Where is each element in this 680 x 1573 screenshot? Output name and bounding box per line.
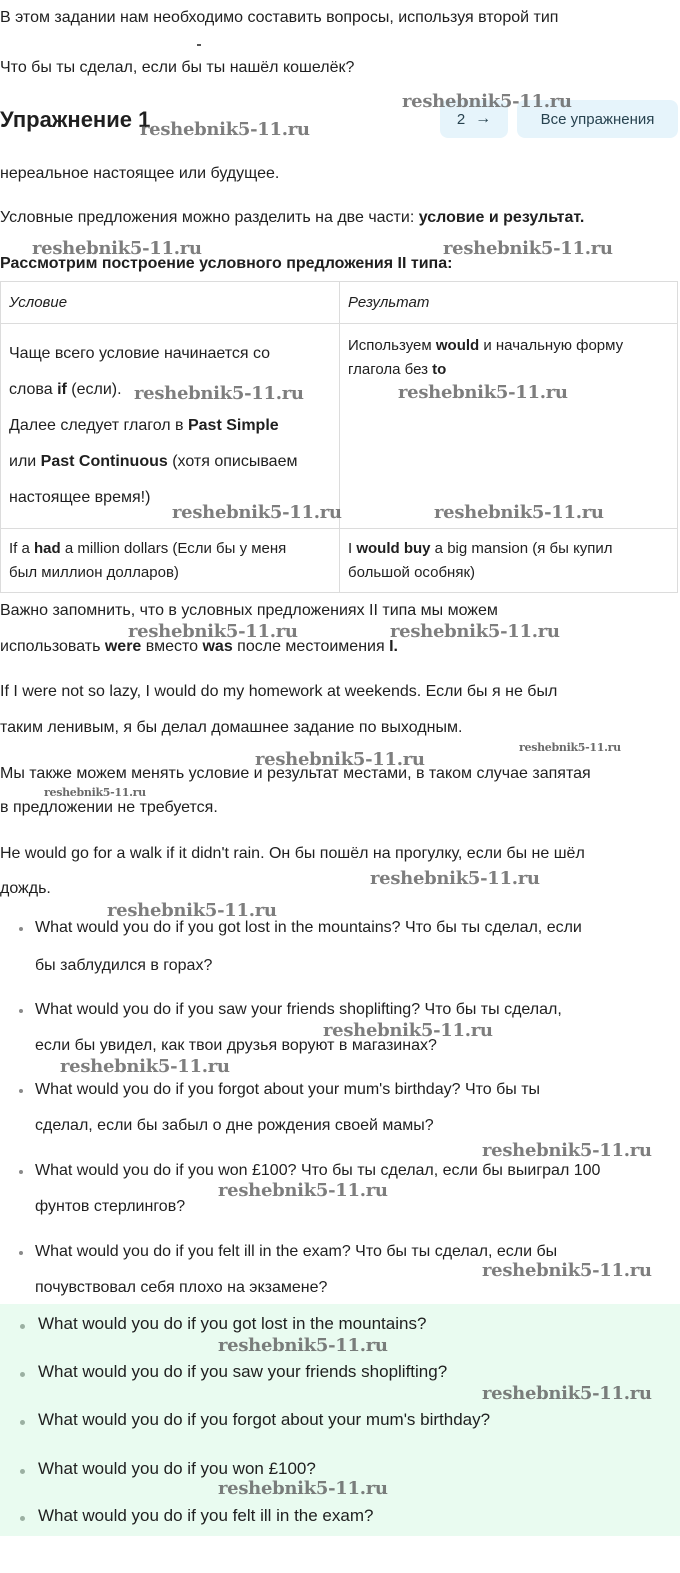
table-cell-condition-rule (1, 324, 340, 529)
watermark: reshebnik5-11.ru (482, 1140, 652, 1161)
cond-line-4 (9, 444, 331, 480)
question-2-line-2: если бы увидел, как твои друзья воруют в магазинах? (35, 1037, 437, 1054)
theory-paragraph-2 (0, 208, 584, 228)
cond-line-3 (9, 408, 331, 444)
cond-l4-c: (хотя описываем (167, 453, 298, 470)
watermark: reshebnik5-11.ru (323, 1020, 493, 1041)
n1-e: после местоимения (232, 638, 390, 655)
watermark: reshebnik5-11.ru (402, 91, 572, 112)
watermark: reshebnik5-11.ru (370, 868, 540, 889)
ex-res-l1-a: I (348, 540, 357, 557)
note-2-line-1: If I were not so lazy, I would do my homework at weekends. Если бы я не был (0, 683, 558, 700)
res-l1-b: would (435, 337, 480, 354)
answers-block (0, 1304, 680, 1536)
watermark: reshebnik5-11.ru (482, 1260, 652, 1281)
question-1-line-2: бы заблудился в горах? (35, 957, 213, 974)
table-header-result: Результат (340, 282, 678, 324)
watermark: reshebnik5-11.ru (60, 1056, 230, 1077)
intro-line-2: Что бы ты сделал, если бы ты нашёл кошелёк? (0, 59, 355, 76)
ex-res-l1-c: a big mansion (я бы купил (430, 540, 613, 557)
cond-line-2 (9, 372, 331, 408)
question-5-line-2: почувствовал себя плохо на экзамене? (35, 1279, 328, 1296)
ex-cond-line-2: был миллион долларов) (9, 564, 179, 581)
all-exercises-label: Все упражнения (540, 110, 655, 128)
question-4-line-1: What would you do if you won £100? Что бы ты сделал, если бы выиграл 100 (35, 1162, 601, 1179)
watermark: reshebnik5-11.ru (390, 621, 560, 642)
stray-mark (197, 44, 201, 46)
res-line-2 (348, 358, 669, 382)
cond-l2-a: слова (9, 381, 58, 398)
arrow-right-icon: → (475, 110, 492, 127)
res-l2-b: to (432, 361, 447, 378)
watermark: reshebnik5-11.ru (128, 621, 298, 642)
cond-l3-a: Далее следует глагол в (9, 417, 188, 434)
next-exercise-button[interactable] (440, 100, 508, 138)
theory-paragraph-3: Рассмотрим построение условного предложения II типа: (0, 255, 453, 272)
answer-3: What would you do if you forgot about your mum's birthday? (38, 1410, 491, 1429)
note-4-line-2: дождь. (0, 880, 51, 897)
cond-line-1: Чаще всего условие начинается со (9, 345, 271, 362)
next-exercise-label: 2 (456, 110, 466, 128)
res-l2-a: глагола без (348, 361, 433, 378)
ex-cond-l1-c: a million dollars (Если бы у меня (60, 540, 287, 557)
note-2-line-2: таким ленивым, я бы делал домашнее задание по выходным. (0, 719, 463, 736)
watermark: reshebnik5-11.ru (172, 502, 342, 523)
note-4-line-1: He would go for a walk if it didn't rain. Он бы пошёл на прогулку, если бы не шёл (0, 845, 585, 862)
watermark: reshebnik5-11.ru (218, 1478, 388, 1499)
table-cell-result-example (340, 529, 678, 593)
ex-res-line-2: большой особняк) (348, 564, 476, 581)
table-cell-condition-example (1, 529, 340, 593)
watermark: reshebnik5-11.ru (32, 238, 202, 259)
cond-l4-b: Past Continuous (40, 453, 168, 470)
watermark: reshebnik5-11.ru (218, 1180, 388, 1201)
grammar-table (0, 281, 678, 593)
answer-1: What would you do if you got lost in the mountains? (38, 1314, 427, 1333)
answer-5: What would you do if you felt ill in the exam? (38, 1506, 374, 1525)
theory-paragraph-1: нереальное настоящее или будущее. (0, 165, 280, 182)
all-exercises-button[interactable] (517, 100, 678, 138)
watermark: reshebnik5-11.ru (443, 238, 613, 259)
question-5-line-1: What would you do if you felt ill in the exam? Что бы ты сделал, если бы (35, 1243, 558, 1260)
n1-b: were (104, 638, 142, 655)
ex-cond-line-1 (9, 537, 331, 561)
table-cell-result-rule (340, 324, 678, 529)
cond-line-5: настоящее время!) (9, 489, 151, 506)
ex-res-line-1 (348, 537, 669, 561)
cond-l2-b: if (57, 381, 67, 398)
question-1-line-1: What would you do if you got lost in the mountains? Что бы ты сделал, если (35, 919, 582, 936)
n1-d: was (202, 638, 233, 655)
n1-c: вместо (141, 638, 203, 655)
cond-l4-a: или (9, 453, 41, 470)
watermark: reshebnik5-11.ru (434, 502, 604, 523)
n1-f: I. (389, 638, 398, 655)
theory-p2-text: Условные предложения можно разделить на две части: (0, 209, 419, 226)
note-1-line-1: Важно запомнить, что в условных предложениях II типа мы можем (0, 602, 498, 619)
note-3-line-1: Мы также можем менять условие и результат местами, в таком случае запятая (0, 765, 591, 782)
watermark: reshebnik5-11.ru (398, 382, 568, 403)
res-l1-a: Используем (348, 337, 436, 354)
res-line-1 (348, 334, 669, 358)
question-3-line-2: сделал, если бы забыл о дне рождения своей мамы? (35, 1117, 434, 1134)
exercise-title: Упражнение 1 (0, 107, 151, 132)
answer-2: What would you do if you saw your friends shoplifting? (38, 1362, 448, 1381)
theory-p2-bold: условие и результат. (418, 209, 585, 226)
watermark: reshebnik5-11.ru (218, 1335, 388, 1356)
ex-res-l1-b: would buy (356, 540, 431, 557)
watermark: reshebnik5-11.ru (482, 1383, 652, 1404)
watermark: reshebnik5-11.ru (255, 749, 425, 770)
note-1-line-2 (0, 637, 398, 657)
cond-l3-b: Past Simple (187, 417, 279, 434)
question-3-line-1: What would you do if you forgot about your mum's birthday? Что бы ты (35, 1081, 541, 1098)
answer-4: What would you do if you won £100? (38, 1459, 316, 1478)
watermark: reshebnik5-11.ru (107, 900, 277, 921)
question-4-line-2: фунтов стерлингов? (35, 1198, 186, 1215)
note-3-line-2: в предложении не требуется. (0, 799, 218, 816)
watermark: reshebnik5-11.ru (134, 383, 304, 404)
watermark: reshebnik5-11.ru (519, 741, 621, 754)
watermark: reshebnik5-11.ru (44, 786, 146, 799)
table-header-condition: Условие (1, 282, 340, 324)
res-l1-c: и начальную форму (479, 337, 624, 354)
ex-cond-l1-a: If a (9, 540, 35, 557)
cond-l2-c: (если). (66, 381, 122, 398)
n1-a: использовать (0, 638, 105, 655)
watermark: reshebnik5-11.ru (140, 119, 310, 140)
ex-cond-l1-b: had (34, 540, 61, 557)
question-2-line-1: What would you do if you saw your friends shoplifting? Что бы ты сделал, (35, 1001, 562, 1018)
intro-line-1: В этом задании нам необходимо составить вопросы, используя второй тип (0, 9, 559, 26)
